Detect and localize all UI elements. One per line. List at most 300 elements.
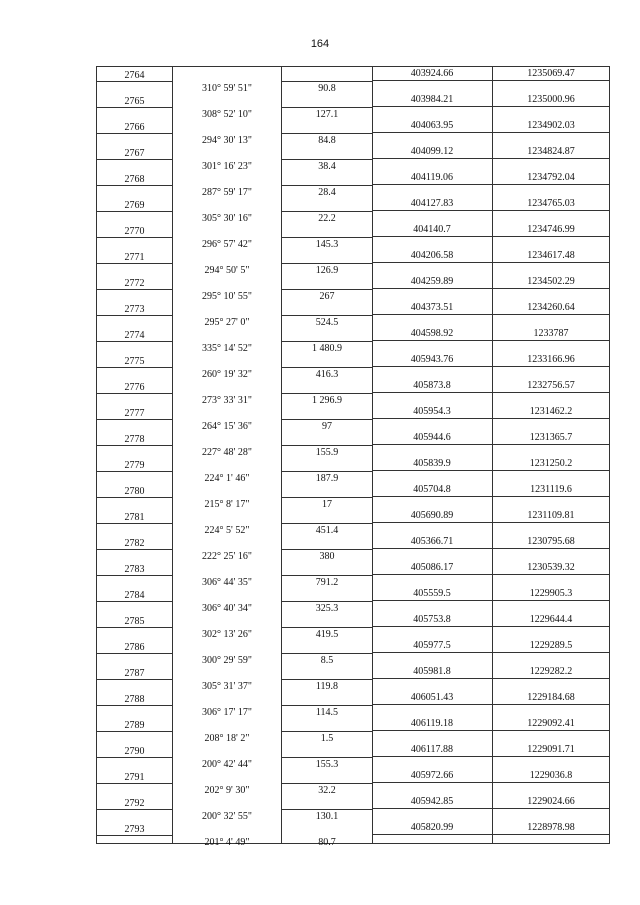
bearing-cell: 224° 5' 52" <box>204 525 250 536</box>
y-coordinate-cell: 1230539.32 <box>527 562 575 573</box>
bearing-cell: 306° 17' 17" <box>202 707 252 718</box>
table-row <box>97 717 609 743</box>
point-number-cell: 2766 <box>124 122 145 133</box>
bearing-cell: 215° 8' 17" <box>204 499 250 510</box>
distance-cell: 524.5 <box>315 317 339 328</box>
ruling-line <box>282 575 372 576</box>
point-number-cell: 2793 <box>124 824 145 835</box>
point-number-cell: 2774 <box>124 330 145 341</box>
table-row <box>97 327 609 353</box>
ruling-line <box>97 237 172 238</box>
ruling-line <box>373 366 492 367</box>
y-coordinate-cell: 1235069.47 <box>527 68 575 79</box>
ruling-line <box>373 600 492 601</box>
ruling-line <box>97 81 172 82</box>
y-coordinate-cell: 1229024.66 <box>527 796 575 807</box>
y-coordinate-cell: 1234502.29 <box>527 276 575 287</box>
distance-cell: 145.3 <box>315 239 339 250</box>
ruling-line <box>282 211 372 212</box>
x-coordinate-cell: 403984.21 <box>410 94 454 105</box>
bearing-cell: 224° 1' 46" <box>204 473 250 484</box>
ruling-line <box>493 366 609 367</box>
point-number-cell: 2790 <box>124 746 145 757</box>
y-coordinate-cell: 1229036.8 <box>529 770 573 781</box>
y-coordinate-cell: 1228978.98 <box>527 822 575 833</box>
table-row <box>97 665 609 691</box>
ruling-line <box>493 496 609 497</box>
ruling-line <box>97 549 172 550</box>
x-coordinate-cell: 406051.43 <box>410 692 454 703</box>
point-number-cell: 2783 <box>124 564 145 575</box>
ruling-line <box>493 808 609 809</box>
x-coordinate-cell: 404127.83 <box>410 198 454 209</box>
ruling-line <box>282 263 372 264</box>
y-coordinate-cell: 1234617.48 <box>527 250 575 261</box>
ruling-line <box>97 627 172 628</box>
y-coordinate-cell: 1234765.03 <box>527 198 575 209</box>
x-coordinate-cell: 406117.88 <box>410 744 454 755</box>
ruling-line <box>97 263 172 264</box>
ruling-line <box>373 626 492 627</box>
point-number-cell: 2775 <box>124 356 145 367</box>
ruling-line <box>282 783 372 784</box>
distance-cell: 419.5 <box>315 629 339 640</box>
x-coordinate-cell: 405820.99 <box>410 822 454 833</box>
distance-cell: 22.2 <box>318 213 336 224</box>
ruling-line <box>373 574 492 575</box>
ruling-line <box>493 288 609 289</box>
ruling-line <box>493 236 609 237</box>
ruling-line <box>373 808 492 809</box>
ruling-line <box>97 809 172 810</box>
x-coordinate-cell: 405943.76 <box>410 354 454 365</box>
y-coordinate-cell: 1234902.03 <box>527 120 575 131</box>
point-number-cell: 2776 <box>124 382 145 393</box>
ruling-line <box>493 418 609 419</box>
ruling-line <box>493 340 609 341</box>
table-row <box>97 691 609 717</box>
ruling-line <box>493 184 609 185</box>
point-number-cell: 2781 <box>124 512 145 523</box>
ruling-line <box>373 470 492 471</box>
ruling-line <box>97 679 172 680</box>
ruling-line <box>373 80 492 81</box>
ruling-line <box>493 652 609 653</box>
ruling-line <box>282 81 372 82</box>
x-coordinate-cell: 405086.17 <box>410 562 454 573</box>
ruling-line <box>282 185 372 186</box>
ruling-line <box>493 730 609 731</box>
ruling-line <box>373 496 492 497</box>
ruling-line <box>282 705 372 706</box>
x-coordinate-cell: 405704.8 <box>413 484 451 495</box>
y-coordinate-cell: 1230795.68 <box>527 536 575 547</box>
x-coordinate-cell: 406119.18 <box>410 718 454 729</box>
distance-cell: 90.8 <box>318 83 336 94</box>
ruling-line <box>97 601 172 602</box>
distance-cell: 416.3 <box>315 369 339 380</box>
ruling-line <box>97 315 172 316</box>
ruling-line <box>97 575 172 576</box>
ruling-line <box>373 106 492 107</box>
distance-cell: 325.3 <box>315 603 339 614</box>
distance-cell: 155.9 <box>315 447 339 458</box>
bearing-cell: 201° 4' 49" <box>204 837 250 848</box>
table-row <box>97 249 609 275</box>
x-coordinate-cell: 405972.66 <box>410 770 454 781</box>
bearing-cell: 294° 30' 13" <box>202 135 252 146</box>
ruling-line <box>493 522 609 523</box>
ruling-line <box>373 418 492 419</box>
ruling-line <box>97 653 172 654</box>
ruling-line <box>282 367 372 368</box>
ruling-line <box>282 393 372 394</box>
ruling-line <box>282 757 372 758</box>
table-row <box>97 587 609 613</box>
table-row <box>97 769 609 795</box>
y-coordinate-cell: 1229644.4 <box>529 614 573 625</box>
distance-cell: 114.5 <box>315 707 339 718</box>
ruling-line <box>493 548 609 549</box>
distance-cell: 127.1 <box>315 109 339 120</box>
ruling-line <box>97 445 172 446</box>
ruling-line <box>493 756 609 757</box>
ruling-line <box>282 471 372 472</box>
ruling-line <box>373 704 492 705</box>
distance-cell: 451.4 <box>315 525 339 536</box>
bearing-cell: 300° 29' 59" <box>202 655 252 666</box>
ruling-line <box>493 834 609 835</box>
ruling-line <box>493 600 609 601</box>
x-coordinate-cell: 405366.71 <box>410 536 454 547</box>
distance-cell: 97 <box>322 421 332 432</box>
y-coordinate-cell: 1229184.68 <box>527 692 575 703</box>
y-coordinate-cell: 1229282.2 <box>529 666 573 677</box>
ruling-line <box>373 678 492 679</box>
table-row <box>97 561 609 587</box>
coordinates-table <box>96 66 610 848</box>
bearing-cell: 308° 52' 10" <box>202 109 252 120</box>
distance-cell: 28.4 <box>318 187 336 198</box>
point-number-cell: 2785 <box>124 616 145 627</box>
ruling-line <box>493 80 609 81</box>
bearing-cell: 301° 16' 23" <box>202 161 252 172</box>
bearing-cell: 296° 57' 42" <box>202 239 252 250</box>
y-coordinate-cell: 1229905.3 <box>529 588 573 599</box>
x-coordinate-cell: 404259.89 <box>410 276 454 287</box>
x-coordinate-cell: 404099.12 <box>410 146 454 157</box>
y-coordinate-cell: 1229092.41 <box>527 718 575 729</box>
ruling-line <box>373 522 492 523</box>
distance-cell: 267 <box>319 291 335 302</box>
table-row <box>97 171 609 197</box>
bearing-cell: 202° 9' 30" <box>204 785 250 796</box>
x-coordinate-cell: 405944.6 <box>413 432 451 443</box>
y-coordinate-cell: 1235000.96 <box>527 94 575 105</box>
table-row <box>97 431 609 457</box>
x-coordinate-cell: 405954.3 <box>413 406 451 417</box>
y-coordinate-cell: 1234792.04 <box>527 172 575 183</box>
bearing-cell: 305° 30' 16" <box>202 213 252 224</box>
ruling-line <box>493 678 609 679</box>
ruling-line <box>493 626 609 627</box>
distance-cell: 32.2 <box>318 785 336 796</box>
distance-cell: 187.9 <box>315 473 339 484</box>
table-row <box>97 93 609 119</box>
ruling-line <box>97 133 172 134</box>
distance-cell: 84.8 <box>318 135 336 146</box>
ruling-line <box>97 757 172 758</box>
bearing-cell: 295° 27' 0" <box>204 317 250 328</box>
table-row <box>97 275 609 301</box>
point-number-cell: 2784 <box>124 590 145 601</box>
y-coordinate-cell: 1231250.2 <box>529 458 573 469</box>
ruling-line <box>373 288 492 289</box>
ruling-line <box>493 262 609 263</box>
distance-cell: 119.8 <box>315 681 339 692</box>
table-row <box>97 509 609 535</box>
table-row <box>97 353 609 379</box>
ruling-line <box>282 679 372 680</box>
ruling-line <box>373 236 492 237</box>
x-coordinate-cell: 404598.92 <box>410 328 454 339</box>
ruling-line <box>373 730 492 731</box>
ruling-line <box>282 419 372 420</box>
ruling-line <box>282 653 372 654</box>
distance-cell: 17 <box>322 499 332 510</box>
ruling-line <box>97 731 172 732</box>
ruling-line <box>97 211 172 212</box>
point-number-cell: 2792 <box>124 798 145 809</box>
x-coordinate-cell: 405942.85 <box>410 796 454 807</box>
bearing-cell: 287° 59' 17" <box>202 187 252 198</box>
ruling-line <box>282 133 372 134</box>
point-number-cell: 2770 <box>124 226 145 237</box>
distance-cell: 1.5 <box>320 733 334 744</box>
point-number-cell: 2782 <box>124 538 145 549</box>
ruling-line <box>282 289 372 290</box>
ruling-line <box>493 210 609 211</box>
point-number-cell: 2786 <box>124 642 145 653</box>
ruling-line <box>373 340 492 341</box>
table-row <box>97 457 609 483</box>
ruling-line <box>373 132 492 133</box>
ruling-line <box>282 627 372 628</box>
bearing-cell: 305° 31' 37" <box>202 681 252 692</box>
ruling-line <box>97 783 172 784</box>
ruling-line <box>282 237 372 238</box>
x-coordinate-cell: 404119.06 <box>410 172 454 183</box>
ruling-line <box>373 210 492 211</box>
ruling-line <box>493 444 609 445</box>
point-number-cell: 2769 <box>124 200 145 211</box>
distance-cell: 791.2 <box>315 577 339 588</box>
y-coordinate-cell: 1229091.71 <box>527 744 575 755</box>
bearing-cell: 306° 44' 35" <box>202 577 252 588</box>
point-number-cell: 2773 <box>124 304 145 315</box>
ruling-line <box>373 314 492 315</box>
ruling-line <box>373 782 492 783</box>
table-row <box>97 405 609 431</box>
point-number-cell: 2778 <box>124 434 145 445</box>
bearing-cell: 208° 18' 2" <box>204 733 250 744</box>
table-row <box>97 483 609 509</box>
y-coordinate-cell: 1231109.81 <box>527 510 575 521</box>
distance-cell: 1 296.9 <box>312 395 342 406</box>
table-row <box>97 821 609 847</box>
bearing-cell: 273° 33' 31" <box>202 395 252 406</box>
table-row <box>97 743 609 769</box>
y-coordinate-cell: 1231365.7 <box>529 432 573 443</box>
x-coordinate-cell: 405981.8 <box>413 666 451 677</box>
ruling-line <box>97 497 172 498</box>
point-number-cell: 2767 <box>124 148 145 159</box>
table-row <box>97 197 609 223</box>
point-number-cell: 2787 <box>124 668 145 679</box>
ruling-line <box>373 158 492 159</box>
ruling-line <box>97 471 172 472</box>
bearing-cell: 335° 14' 52" <box>202 343 252 354</box>
point-number-cell: 2777 <box>124 408 145 419</box>
table-row <box>97 795 609 821</box>
bearing-cell: 264° 15' 36" <box>202 421 252 432</box>
table-row <box>97 301 609 327</box>
bearing-cell: 260° 19' 32" <box>202 369 252 380</box>
ruling-line <box>282 107 372 108</box>
ruling-line <box>97 289 172 290</box>
ruling-line <box>373 756 492 757</box>
table-row <box>97 535 609 561</box>
bearing-cell: 302° 13' 26" <box>202 629 252 640</box>
ruling-line <box>282 523 372 524</box>
ruling-line <box>282 549 372 550</box>
distance-cell: 38.4 <box>318 161 336 172</box>
y-coordinate-cell: 1231462.2 <box>529 406 573 417</box>
ruling-line <box>97 705 172 706</box>
bearing-cell: 294° 50' 5" <box>204 265 250 276</box>
point-number-cell: 2764 <box>124 70 145 81</box>
table-row <box>97 223 609 249</box>
ruling-line <box>282 445 372 446</box>
x-coordinate-cell: 404206.58 <box>410 250 454 261</box>
ruling-line <box>282 497 372 498</box>
ruling-line <box>373 652 492 653</box>
ruling-line <box>97 341 172 342</box>
bearing-cell: 295° 10' 55" <box>202 291 252 302</box>
ruling-line <box>373 392 492 393</box>
bearing-cell: 200° 42' 44" <box>202 759 252 770</box>
distance-cell: 155.3 <box>315 759 339 770</box>
distance-cell: 80.7 <box>318 837 336 848</box>
point-number-cell: 2788 <box>124 694 145 705</box>
y-coordinate-cell: 1234824.87 <box>527 146 575 157</box>
page-number: 164 <box>310 38 330 50</box>
y-coordinate-cell: 1233166.96 <box>527 354 575 365</box>
ruling-line <box>373 834 492 835</box>
x-coordinate-cell: 405977.5 <box>413 640 451 651</box>
x-coordinate-cell: 404140.7 <box>413 224 451 235</box>
ruling-line <box>97 523 172 524</box>
ruling-line <box>493 158 609 159</box>
ruling-line <box>373 262 492 263</box>
distance-cell: 380 <box>319 551 335 562</box>
ruling-line <box>282 315 372 316</box>
point-number-cell: 2780 <box>124 486 145 497</box>
x-coordinate-cell: 403924.66 <box>410 68 454 79</box>
table-row <box>97 639 609 665</box>
x-coordinate-cell: 404063.95 <box>410 120 454 131</box>
distance-cell: 1 480.9 <box>312 343 342 354</box>
table-row <box>97 613 609 639</box>
y-coordinate-cell: 1234746.99 <box>527 224 575 235</box>
table-row <box>97 67 609 93</box>
ruling-line <box>97 367 172 368</box>
bearing-cell: 227° 48' 28" <box>202 447 252 458</box>
y-coordinate-cell: 1232756.57 <box>527 380 575 391</box>
point-number-cell: 2791 <box>124 772 145 783</box>
x-coordinate-cell: 405753.8 <box>413 614 451 625</box>
ruling-line <box>97 419 172 420</box>
ruling-line <box>493 782 609 783</box>
ruling-line <box>97 835 172 836</box>
ruling-line <box>373 184 492 185</box>
point-number-cell: 2779 <box>124 460 145 471</box>
point-number-cell: 2768 <box>124 174 145 185</box>
ruling-line <box>493 470 609 471</box>
y-coordinate-cell: 1234260.64 <box>527 302 575 313</box>
point-number-cell: 2789 <box>124 720 145 731</box>
bearing-cell: 306° 40' 34" <box>202 603 252 614</box>
x-coordinate-cell: 404373.51 <box>410 302 454 313</box>
x-coordinate-cell: 405839.9 <box>413 458 451 469</box>
ruling-line <box>97 107 172 108</box>
distance-cell: 8.5 <box>320 655 334 666</box>
ruling-line <box>97 185 172 186</box>
distance-cell: 126.9 <box>315 265 339 276</box>
point-number-cell: 2765 <box>124 96 145 107</box>
ruling-line <box>282 809 372 810</box>
x-coordinate-cell: 405690.89 <box>410 510 454 521</box>
ruling-line <box>282 159 372 160</box>
ruling-line <box>493 106 609 107</box>
x-coordinate-cell: 405873.8 <box>413 380 451 391</box>
ruling-line <box>97 159 172 160</box>
x-coordinate-cell: 405559.5 <box>413 588 451 599</box>
y-coordinate-cell: 1231119.6 <box>530 484 572 495</box>
distance-cell: 130.1 <box>315 811 339 822</box>
ruling-line <box>493 314 609 315</box>
ruling-line <box>493 574 609 575</box>
ruling-line <box>493 392 609 393</box>
y-coordinate-cell: 1233787 <box>533 328 569 339</box>
table-row <box>97 379 609 405</box>
ruling-line <box>373 444 492 445</box>
ruling-line <box>282 341 372 342</box>
bearing-cell: 222° 25' 16" <box>202 551 252 562</box>
ruling-line <box>373 548 492 549</box>
ruling-line <box>493 132 609 133</box>
point-number-cell: 2772 <box>124 278 145 289</box>
ruling-line <box>282 601 372 602</box>
table-row <box>97 119 609 145</box>
bearing-cell: 310° 59' 51" <box>202 83 252 94</box>
point-number-cell: 2771 <box>124 252 145 263</box>
bearing-cell: 200° 32' 55" <box>202 811 252 822</box>
y-coordinate-cell: 1229289.5 <box>529 640 573 651</box>
table-row <box>97 145 609 171</box>
ruling-line <box>493 704 609 705</box>
ruling-line <box>97 393 172 394</box>
